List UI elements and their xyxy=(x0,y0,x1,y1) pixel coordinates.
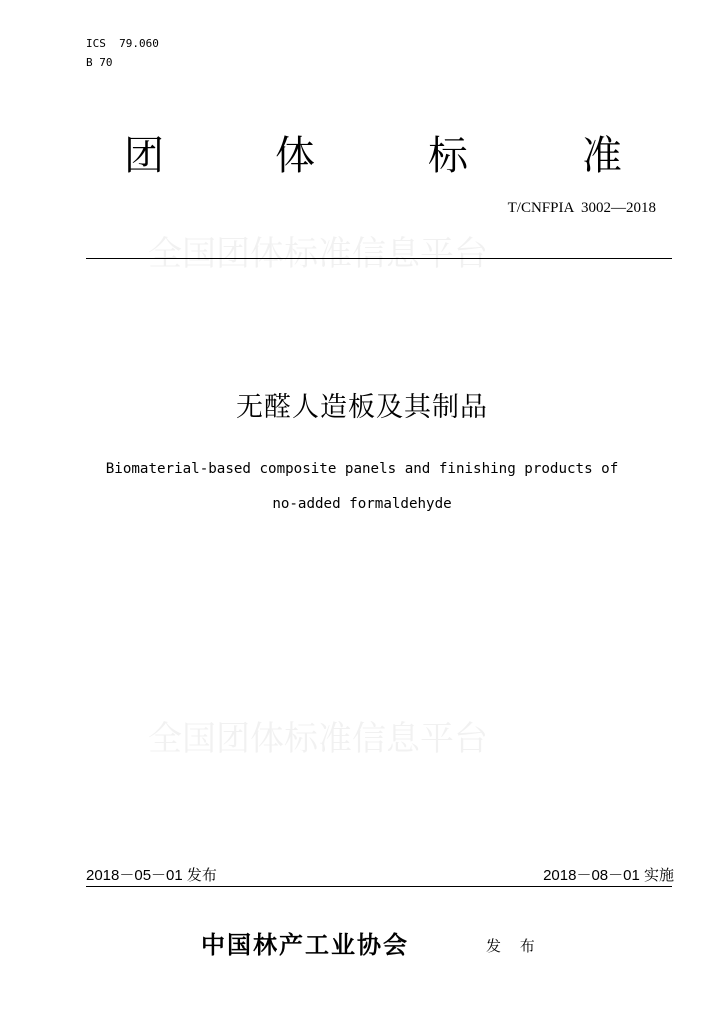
title-char-4: 准 xyxy=(582,133,622,179)
watermark-middle: 全国团体标准信息平台 xyxy=(148,719,488,759)
implementation-date: 2018－08－01 实施 xyxy=(543,867,674,884)
issuing-organization: 中国林产工业协会 xyxy=(201,930,409,959)
title-char-2: 体 xyxy=(275,133,315,179)
release-date: 2018－05－01 发布 xyxy=(86,867,217,884)
publish-label: 发 布 xyxy=(486,937,535,955)
classification-code: B 70 xyxy=(86,56,113,69)
document-title-en-line1: Biomaterial-based composite panels and finishing products of xyxy=(105,461,619,477)
document-title-en-line2: no-added formaldehyde xyxy=(272,496,452,512)
title-char-3: 标 xyxy=(428,133,468,179)
title-char-1: 团 xyxy=(124,133,164,179)
watermark-top: 全国团体标准信息平台 xyxy=(148,234,488,274)
standard-number: T/CNFPIA 3002—2018 xyxy=(507,200,656,216)
header-divider xyxy=(86,258,672,259)
footer-divider xyxy=(86,886,672,887)
document-title-cn: 无醛人造板及其制品 xyxy=(236,392,488,423)
ics-code: ICS 79.060 xyxy=(86,37,159,50)
